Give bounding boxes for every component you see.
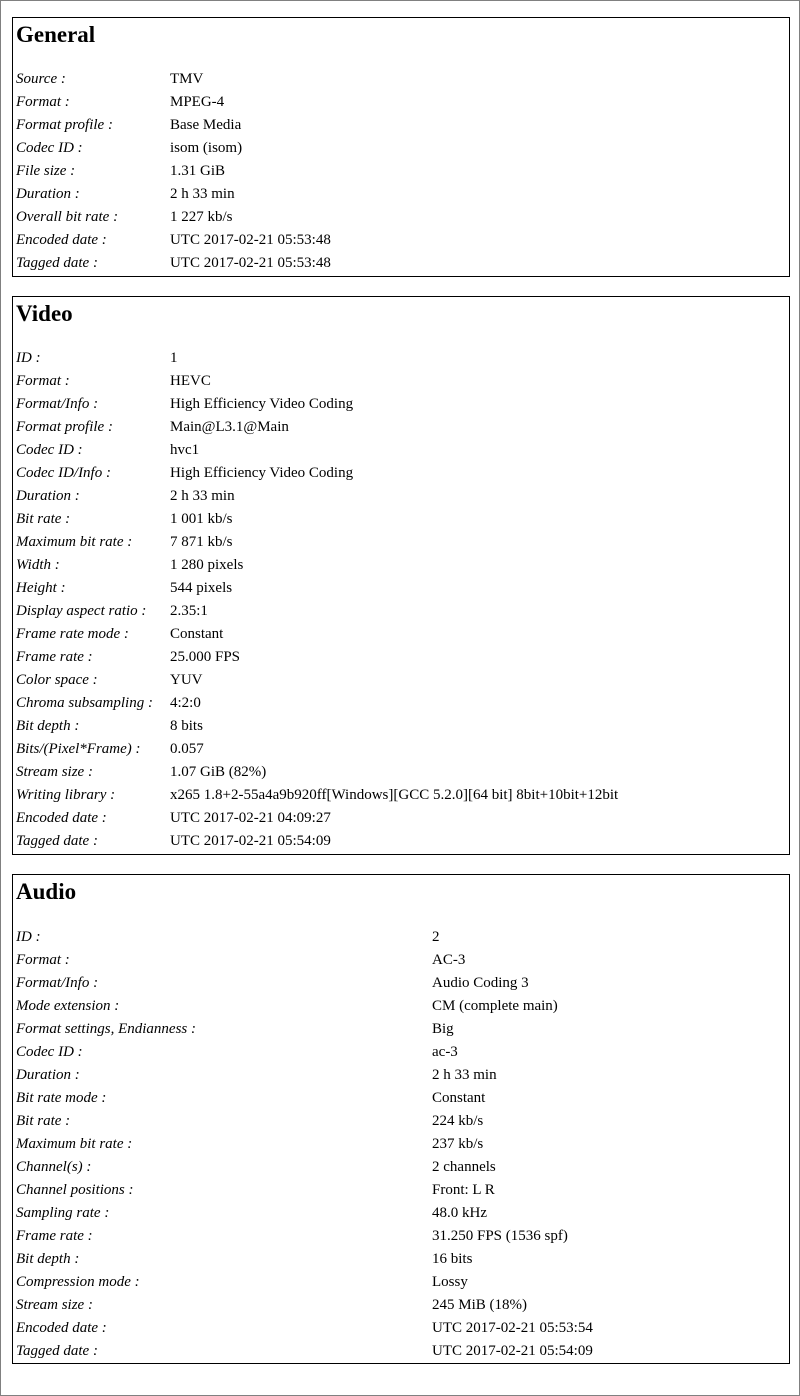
info-value: 2 h 33 min: [170, 186, 235, 202]
info-label: Compression mode :: [16, 1274, 140, 1290]
info-label: Bits/(Pixel*Frame) :: [16, 741, 141, 757]
info-row: [16, 761, 786, 784]
info-label: Stream size :: [16, 1297, 93, 1313]
info-label: Stream size :: [16, 764, 93, 780]
info-row: [16, 1133, 786, 1156]
info-value: UTC 2017-02-21 05:54:09: [170, 833, 331, 849]
info-value: 1.31 GiB: [170, 163, 226, 179]
info-label: Channel positions :: [16, 1182, 134, 1198]
info-row: [16, 1271, 786, 1294]
info-row: [16, 807, 786, 830]
info-value: 31.250 FPS (1536 spf): [432, 1228, 568, 1244]
info-value: 2 channels: [432, 1159, 496, 1175]
info-label: Format/Info :: [16, 975, 99, 991]
info-value: 4:2:0: [170, 695, 201, 711]
info-value: UTC 2017-02-21 04:09:27: [170, 810, 331, 826]
info-row: [16, 485, 786, 508]
info-row: [16, 137, 786, 160]
info-label: Tagged date :: [16, 1343, 98, 1359]
info-value: Main@L3.1@Main: [170, 419, 289, 435]
section-title-video: Video: [16, 301, 73, 326]
info-row: [16, 926, 786, 949]
info-row: [16, 370, 786, 393]
info-value: UTC 2017-02-21 05:53:48: [170, 232, 331, 248]
info-value: ac-3: [432, 1044, 458, 1060]
info-row: [16, 738, 786, 761]
info-label: Codec ID :: [16, 140, 83, 156]
info-label: Codec ID :: [16, 442, 83, 458]
info-row: [16, 1064, 786, 1087]
info-label: Chroma subsampling :: [16, 695, 153, 711]
info-row: [16, 1248, 786, 1271]
info-value: 1.07 GiB (82%): [170, 764, 267, 780]
info-value: Constant: [170, 626, 224, 642]
info-row: [16, 715, 786, 738]
info-row: [16, 1202, 786, 1225]
info-label: Codec ID/Info :: [16, 465, 111, 481]
info-value: TMV: [170, 71, 204, 87]
info-label: Maximum bit rate :: [16, 534, 133, 550]
info-label: Frame rate mode :: [16, 626, 129, 642]
info-value: Base Media: [170, 117, 242, 133]
info-row: [16, 692, 786, 715]
info-value: 1: [170, 350, 178, 366]
info-label: Bit rate :: [16, 511, 71, 527]
info-label: Frame rate :: [16, 649, 93, 665]
info-label: Format :: [16, 373, 70, 389]
info-value: MPEG-4: [170, 94, 225, 110]
info-label: Bit depth :: [16, 718, 80, 734]
info-row: [16, 577, 786, 600]
info-value: Big: [432, 1021, 454, 1037]
info-label: Tagged date :: [16, 833, 98, 849]
info-row: [16, 1087, 786, 1110]
info-label: Encoded date :: [16, 1320, 107, 1336]
info-row: [16, 183, 786, 206]
info-value: 48.0 kHz: [432, 1205, 487, 1221]
info-row: [16, 508, 786, 531]
info-row: [16, 949, 786, 972]
info-row: [16, 1156, 786, 1179]
info-label: Duration :: [16, 186, 80, 202]
info-label: Channel(s) :: [16, 1159, 92, 1175]
info-value: High Efficiency Video Coding: [170, 465, 354, 481]
info-value: UTC 2017-02-21 05:54:09: [432, 1343, 593, 1359]
info-value: 245 MiB (18%): [432, 1297, 527, 1313]
info-row: [16, 91, 786, 114]
info-value: isom (isom): [170, 140, 243, 156]
info-label: Bit rate mode :: [16, 1090, 107, 1106]
info-value: 237 kb/s: [432, 1136, 484, 1152]
info-row: [16, 229, 786, 252]
info-label: Duration :: [16, 1067, 80, 1083]
info-value: 25.000 FPS: [170, 649, 241, 665]
info-row: [16, 114, 786, 137]
info-value: 2: [432, 929, 440, 945]
info-row: [16, 206, 786, 229]
info-value: Lossy: [432, 1274, 468, 1290]
info-row: [16, 669, 786, 692]
info-row: [16, 252, 786, 275]
info-value: CM (complete main): [432, 998, 558, 1014]
info-value: 16 bits: [432, 1251, 473, 1267]
info-label: Format profile :: [16, 117, 113, 133]
info-value: 1 227 kb/s: [170, 209, 233, 225]
info-label: Duration :: [16, 488, 80, 504]
info-row: [16, 1018, 786, 1041]
info-value: High Efficiency Video Coding: [170, 396, 354, 412]
info-row: [16, 1225, 786, 1248]
info-row: [16, 972, 786, 995]
info-row: [16, 830, 786, 853]
info-row: [16, 600, 786, 623]
info-row: [16, 1041, 786, 1064]
info-row: [16, 623, 786, 646]
general-section: [12, 17, 790, 277]
info-label: Bit depth :: [16, 1251, 80, 1267]
info-row: [16, 1340, 786, 1363]
info-label: Overall bit rate :: [16, 209, 119, 225]
audio-info-rows: [16, 926, 786, 1363]
info-label: Format :: [16, 94, 70, 110]
info-value: HEVC: [170, 373, 211, 389]
info-row: [16, 784, 786, 807]
info-label: Mode extension :: [16, 998, 120, 1014]
general-info-rows: [16, 68, 786, 275]
info-label: Source :: [16, 71, 66, 87]
info-label: Format :: [16, 952, 70, 968]
info-value: x265 1.8+2-55a4a9b920ff[Windows][GCC 5.2.0][64 bit] 8bit+10bit+12bit: [170, 787, 619, 803]
audio-section: [12, 874, 790, 1364]
info-value: 1 001 kb/s: [170, 511, 233, 527]
info-row: [16, 1110, 786, 1133]
info-row: [16, 554, 786, 577]
info-value: AC-3: [432, 952, 466, 968]
info-row: [16, 416, 786, 439]
info-label: Tagged date :: [16, 255, 98, 271]
info-label: Height :: [16, 580, 66, 596]
info-value: 8 bits: [170, 718, 203, 734]
info-row: [16, 646, 786, 669]
info-label: ID :: [16, 929, 41, 945]
info-label: Format/Info :: [16, 396, 99, 412]
info-label: Writing library :: [16, 787, 116, 803]
info-value: hvc1: [170, 442, 200, 458]
info-label: ID :: [16, 350, 41, 366]
info-label: Width :: [16, 557, 60, 573]
info-row: [16, 1179, 786, 1202]
info-value: 2.35:1: [170, 603, 208, 619]
info-row: [16, 1317, 786, 1340]
info-value: 224 kb/s: [432, 1113, 484, 1129]
info-value: 2 h 33 min: [170, 488, 235, 504]
info-row: [16, 393, 786, 416]
info-value: Audio Coding 3: [432, 975, 529, 991]
info-row: [16, 347, 786, 370]
video-section: [12, 296, 790, 855]
info-label: Display aspect ratio :: [16, 603, 147, 619]
info-label: Format profile :: [16, 419, 113, 435]
info-value: 7 871 kb/s: [170, 534, 233, 550]
info-label: Encoded date :: [16, 810, 107, 826]
info-row: [16, 531, 786, 554]
info-label: Maximum bit rate :: [16, 1136, 133, 1152]
info-value: 1 280 pixels: [170, 557, 244, 573]
section-title-audio: Audio: [16, 879, 77, 904]
info-label: Encoded date :: [16, 232, 107, 248]
info-row: [16, 439, 786, 462]
info-value: 544 pixels: [170, 580, 233, 596]
info-label: Codec ID :: [16, 1044, 83, 1060]
info-label: Bit rate :: [16, 1113, 71, 1129]
info-value: 0.057: [170, 741, 204, 757]
info-label: Format settings, Endianness :: [16, 1021, 196, 1037]
info-row: [16, 995, 786, 1018]
info-value: 2 h 33 min: [432, 1067, 497, 1083]
info-label: File size :: [16, 163, 76, 179]
video-info-rows: [16, 347, 786, 853]
info-value: Constant: [432, 1090, 486, 1106]
info-value: UTC 2017-02-21 05:53:48: [170, 255, 331, 271]
info-value: YUV: [170, 672, 203, 688]
info-label: Sampling rate :: [16, 1205, 110, 1221]
info-row: [16, 462, 786, 485]
section-title-general: General: [16, 22, 96, 47]
info-row: [16, 1294, 786, 1317]
info-row: [16, 68, 786, 91]
info-label: Frame rate :: [16, 1228, 93, 1244]
info-row: [16, 160, 786, 183]
info-value: Front: L R: [432, 1182, 495, 1198]
info-value: UTC 2017-02-21 05:53:54: [432, 1320, 593, 1336]
info-label: Color space :: [16, 672, 98, 688]
